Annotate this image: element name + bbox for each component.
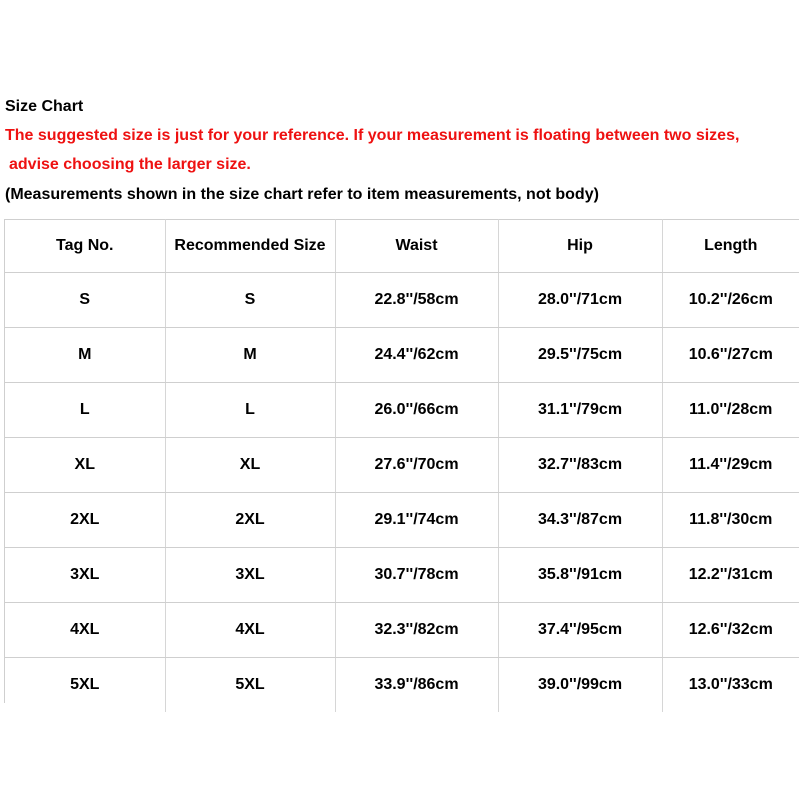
cell-recommended-size: 2XL [165, 493, 335, 548]
cell-tag-no: 4XL [5, 603, 165, 658]
header-recommended-size: Recommended Size [165, 220, 335, 273]
cell-tag-no: L [5, 383, 165, 438]
cell-length: 10.6''/27cm [662, 328, 799, 383]
cell-waist: 33.9''/86cm [335, 658, 498, 713]
warning-text-line1: The suggested size is just for your reference. If your measurement is floating between two sizes, [5, 127, 740, 144]
cell-tag-no: XL [5, 438, 165, 493]
cell-waist: 22.8''/58cm [335, 273, 498, 328]
table-row [5, 438, 799, 493]
header-tag-no: Tag No. [5, 220, 165, 273]
cell-waist: 32.3''/82cm [335, 603, 498, 658]
cell-tag-no: S [5, 273, 165, 328]
table-row [5, 548, 799, 603]
cell-hip: 35.8''/91cm [498, 548, 662, 603]
cell-recommended-size: L [165, 383, 335, 438]
cell-length: 12.6''/32cm [662, 603, 799, 658]
cell-hip: 32.7''/83cm [498, 438, 662, 493]
cell-hip: 37.4''/95cm [498, 603, 662, 658]
table-row [5, 493, 799, 548]
warning-text-line2: advise choosing the larger size. [9, 156, 251, 173]
cell-length: 13.0''/33cm [688, 676, 773, 693]
cell-length: 10.2''/26cm [662, 273, 799, 328]
cell-tag-no: 5XL [5, 658, 165, 713]
cell-tag-no: 3XL [5, 548, 165, 603]
cell-waist: 30.7''/78cm [335, 548, 498, 603]
cell-recommended-size: 4XL [165, 603, 335, 658]
cell-recommended-size: 3XL [165, 548, 335, 603]
cell-recommended-size: XL [165, 438, 335, 493]
table-row [5, 658, 799, 713]
table-body [5, 273, 799, 713]
header-waist: Waist [335, 220, 498, 273]
header-length: Length [662, 220, 799, 273]
cell-hip: 28.0''/71cm [498, 273, 662, 328]
measurement-note: (Measurements shown in the size chart refer to item measurements, not body) [5, 186, 599, 203]
cell-waist: 24.4''/62cm [335, 328, 498, 383]
table-header-row [5, 220, 799, 273]
header-hip: Hip [498, 220, 662, 273]
table-row [5, 273, 799, 328]
cell-length: 12.2''/31cm [662, 548, 799, 603]
cell-hip: 34.3''/87cm [498, 493, 662, 548]
table-row [5, 328, 799, 383]
size-chart-table [5, 219, 799, 712]
page-title: Size Chart [5, 98, 84, 115]
cell-recommended-size: 5XL [165, 658, 335, 713]
cell-length: 11.4''/29cm [662, 438, 799, 493]
cell-hip: 31.1''/79cm [498, 383, 662, 438]
cell-waist: 26.0''/66cm [335, 383, 498, 438]
cell-recommended-size: S [165, 273, 335, 328]
table-row [5, 603, 799, 658]
cell-hip: 29.5''/75cm [498, 328, 662, 383]
cell-tag-no: M [5, 328, 165, 383]
cell-recommended-size: M [165, 328, 335, 383]
cell-tag-no: 2XL [5, 493, 165, 548]
cell-waist: 27.6''/70cm [335, 438, 498, 493]
cell-length: 11.0''/28cm [662, 383, 799, 438]
cell-length: 11.8''/30cm [662, 493, 799, 548]
table-row [5, 383, 799, 438]
cell-waist: 29.1''/74cm [335, 493, 498, 548]
cell-hip: 39.0''/99cm [498, 658, 662, 713]
